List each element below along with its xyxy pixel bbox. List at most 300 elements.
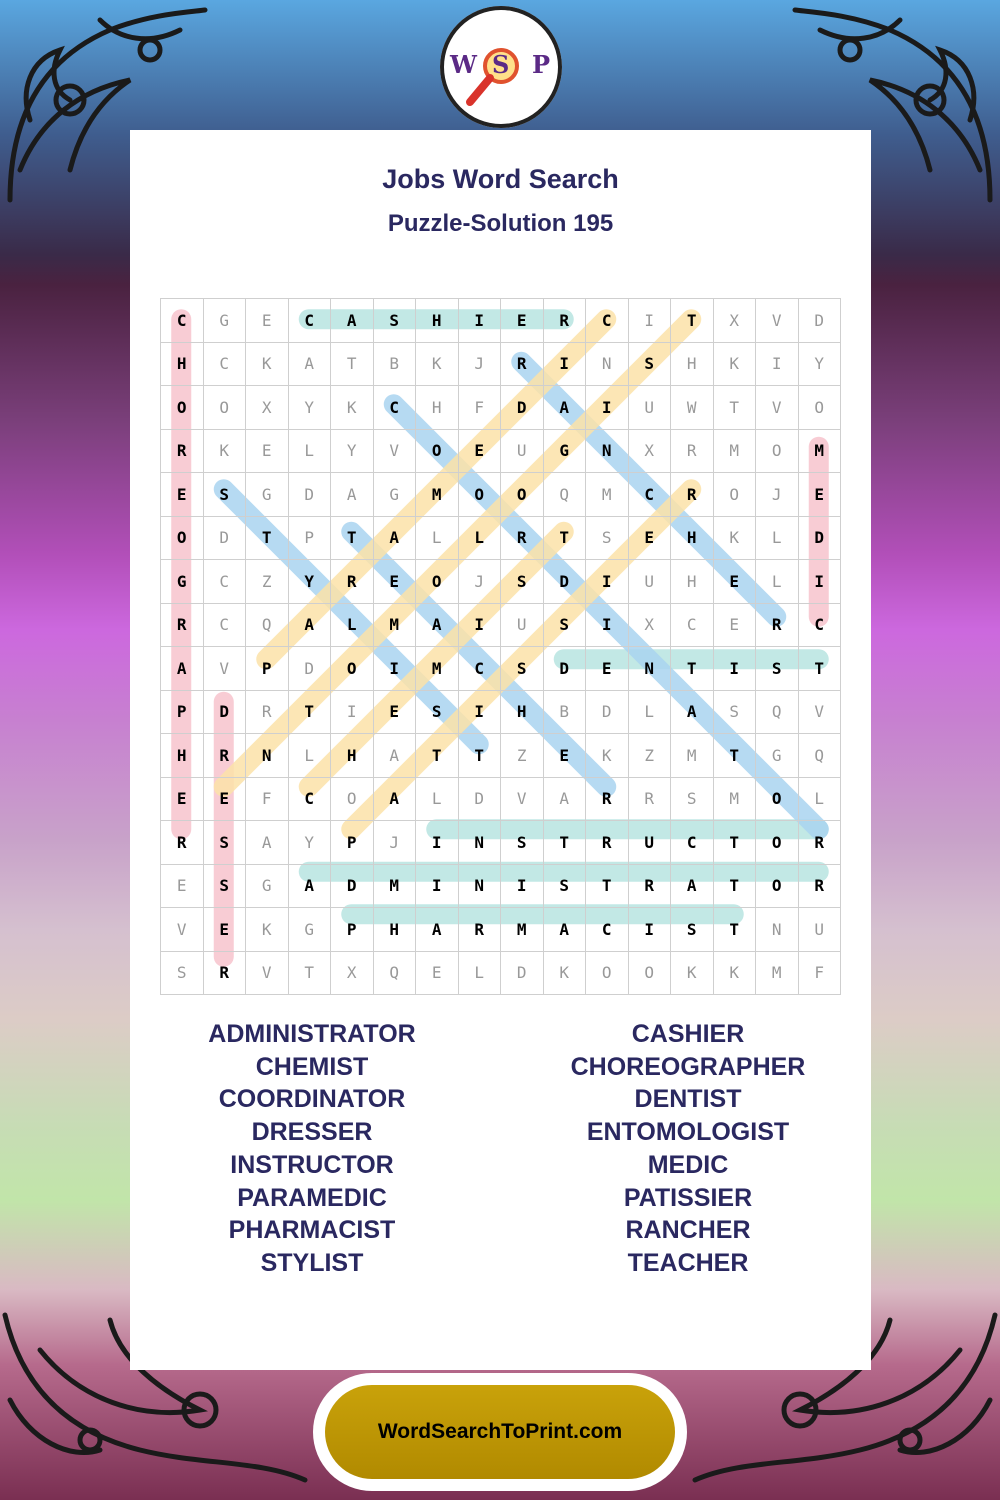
grid-cell[interactable]: T: [331, 516, 374, 560]
grid-cell[interactable]: R: [628, 777, 671, 821]
grid-cell[interactable]: K: [671, 951, 714, 995]
grid-cell[interactable]: G: [373, 473, 416, 517]
grid-cell[interactable]: P: [331, 821, 374, 865]
grid-cell[interactable]: E: [161, 777, 204, 821]
word-list-item: INSTRUCTOR: [230, 1150, 394, 1179]
site-link[interactable]: WordSearchToPrint.com: [325, 1385, 675, 1479]
grid-cell[interactable]: I: [756, 342, 799, 386]
grid-cell[interactable]: H: [416, 299, 459, 343]
grid-cell[interactable]: Z: [501, 734, 544, 778]
grid-row: [161, 690, 841, 734]
grid-cell[interactable]: E: [203, 777, 246, 821]
grid-cell[interactable]: Q: [756, 690, 799, 734]
grid-cell[interactable]: K: [586, 734, 629, 778]
grid-cell[interactable]: I: [586, 386, 629, 430]
grid-cell[interactable]: K: [203, 429, 246, 473]
grid-cell[interactable]: O: [756, 777, 799, 821]
grid-cell[interactable]: R: [501, 342, 544, 386]
grid-cell[interactable]: J: [458, 342, 501, 386]
grid-cell[interactable]: D: [288, 473, 331, 517]
grid-cell[interactable]: Q: [798, 734, 841, 778]
grid-cell[interactable]: R: [331, 560, 374, 604]
grid-cell[interactable]: C: [586, 299, 629, 343]
grid-cell[interactable]: L: [756, 516, 799, 560]
grid-cell[interactable]: Z: [628, 734, 671, 778]
grid-row: [161, 342, 841, 386]
grid-row: [161, 560, 841, 604]
word-list-item: DENTIST: [634, 1085, 742, 1114]
grid-cell[interactable]: D: [288, 647, 331, 691]
grid-cell[interactable]: L: [458, 951, 501, 995]
grid-cell[interactable]: O: [203, 386, 246, 430]
grid-cell[interactable]: O: [331, 777, 374, 821]
grid-cell[interactable]: C: [288, 777, 331, 821]
grid-cell[interactable]: G: [756, 734, 799, 778]
grid-cell[interactable]: G: [246, 473, 289, 517]
grid-cell[interactable]: Y: [288, 560, 331, 604]
grid-cell[interactable]: C: [628, 473, 671, 517]
grid-cell[interactable]: K: [246, 342, 289, 386]
grid-cell[interactable]: D: [798, 516, 841, 560]
grid-cell[interactable]: Y: [288, 386, 331, 430]
grid-cell[interactable]: V: [373, 429, 416, 473]
grid-cell[interactable]: E: [586, 647, 629, 691]
grid-cell[interactable]: C: [586, 908, 629, 952]
grid-cell[interactable]: L: [628, 690, 671, 734]
grid-cell[interactable]: C: [203, 603, 246, 647]
grid-cell[interactable]: S: [713, 690, 756, 734]
grid-cell[interactable]: I: [416, 864, 459, 908]
wsp-logo: [440, 6, 562, 128]
grid-cell[interactable]: R: [586, 777, 629, 821]
grid-cell[interactable]: M: [671, 734, 714, 778]
grid-cell[interactable]: I: [373, 647, 416, 691]
grid-cell[interactable]: I: [458, 299, 501, 343]
grid-cell[interactable]: D: [543, 560, 586, 604]
grid-cell[interactable]: U: [501, 603, 544, 647]
grid-row: [161, 951, 841, 995]
grid-cell[interactable]: T: [416, 734, 459, 778]
grid-row: [161, 734, 841, 778]
grid-cell[interactable]: M: [373, 603, 416, 647]
grid-cell[interactable]: E: [713, 603, 756, 647]
grid-cell[interactable]: G: [161, 560, 204, 604]
grid-cell[interactable]: H: [331, 734, 374, 778]
grid-row: [161, 299, 841, 343]
grid-cell[interactable]: D: [203, 690, 246, 734]
grid-cell[interactable]: M: [416, 473, 459, 517]
grid-cell[interactable]: M: [798, 429, 841, 473]
grid-cell[interactable]: L: [416, 516, 459, 560]
grid-cell[interactable]: M: [586, 473, 629, 517]
grid-cell[interactable]: P: [161, 690, 204, 734]
grid-cell[interactable]: I: [416, 821, 459, 865]
grid-cell[interactable]: A: [416, 908, 459, 952]
grid-cell[interactable]: C: [203, 560, 246, 604]
grid-row: [161, 777, 841, 821]
grid-row: [161, 864, 841, 908]
grid-cell[interactable]: B: [373, 342, 416, 386]
grid-cell[interactable]: I: [458, 690, 501, 734]
grid-cell[interactable]: R: [671, 473, 714, 517]
grid-cell[interactable]: I: [586, 560, 629, 604]
page-subtitle: Puzzle-Solution 195: [387, 210, 614, 237]
grid-cell[interactable]: T: [331, 342, 374, 386]
grid-cell[interactable]: O: [798, 386, 841, 430]
word-list-item: ADMINISTRATOR: [208, 1020, 416, 1048]
grid-cell[interactable]: A: [288, 864, 331, 908]
grid-cell[interactable]: E: [203, 908, 246, 952]
grid-cell[interactable]: G: [203, 299, 246, 343]
grid-cell[interactable]: T: [798, 647, 841, 691]
grid-cell[interactable]: H: [501, 690, 544, 734]
grid-cell[interactable]: F: [458, 386, 501, 430]
grid-cell[interactable]: C: [373, 386, 416, 430]
grid-cell[interactable]: C: [288, 299, 331, 343]
grid-cell[interactable]: E: [458, 429, 501, 473]
grid-cell[interactable]: I: [713, 647, 756, 691]
grid-row: [161, 429, 841, 473]
grid-cell[interactable]: M: [713, 429, 756, 473]
grid-cell[interactable]: K: [246, 908, 289, 952]
grid-cell[interactable]: A: [331, 473, 374, 517]
grid-cell[interactable]: X: [331, 951, 374, 995]
grid-cell[interactable]: S: [416, 690, 459, 734]
grid-cell[interactable]: N: [756, 908, 799, 952]
grid-cell[interactable]: I: [331, 690, 374, 734]
grid-cell[interactable]: Y: [798, 342, 841, 386]
grid-cell[interactable]: S: [203, 864, 246, 908]
grid-cell[interactable]: O: [586, 951, 629, 995]
grid-cell[interactable]: A: [671, 690, 714, 734]
grid-cell[interactable]: O: [756, 821, 799, 865]
grid-cell[interactable]: K: [713, 342, 756, 386]
grid-cell[interactable]: R: [798, 864, 841, 908]
grid-cell[interactable]: Y: [288, 821, 331, 865]
grid-cell[interactable]: E: [373, 690, 416, 734]
grid-cell[interactable]: F: [246, 777, 289, 821]
grid-cell[interactable]: H: [671, 516, 714, 560]
grid-cell[interactable]: S: [586, 516, 629, 560]
grid-cell[interactable]: X: [713, 299, 756, 343]
grid-cell[interactable]: O: [501, 473, 544, 517]
grid-cell[interactable]: S: [373, 299, 416, 343]
grid-cell[interactable]: S: [203, 473, 246, 517]
grid-cell[interactable]: L: [458, 516, 501, 560]
grid-cell[interactable]: R: [543, 299, 586, 343]
grid-cell[interactable]: A: [288, 603, 331, 647]
grid-cell[interactable]: A: [161, 647, 204, 691]
grid-cell[interactable]: E: [713, 560, 756, 604]
grid-cell[interactable]: X: [628, 603, 671, 647]
grid-cell[interactable]: E: [628, 516, 671, 560]
grid-cell[interactable]: X: [246, 386, 289, 430]
grid-cell[interactable]: O: [628, 951, 671, 995]
grid-cell[interactable]: K: [713, 951, 756, 995]
grid-cell[interactable]: T: [288, 951, 331, 995]
grid-cell[interactable]: S: [501, 647, 544, 691]
grid-cell[interactable]: R: [628, 864, 671, 908]
grid-cell[interactable]: U: [798, 908, 841, 952]
grid-cell[interactable]: G: [246, 864, 289, 908]
grid-cell[interactable]: V: [501, 777, 544, 821]
grid-cell[interactable]: S: [203, 821, 246, 865]
grid-cell[interactable]: S: [161, 951, 204, 995]
grid-cell[interactable]: F: [798, 951, 841, 995]
grid-cell[interactable]: E: [416, 951, 459, 995]
grid-cell[interactable]: D: [331, 864, 374, 908]
grid-cell[interactable]: H: [373, 908, 416, 952]
grid-cell[interactable]: C: [203, 342, 246, 386]
grid-cell[interactable]: A: [543, 386, 586, 430]
grid-cell[interactable]: A: [671, 864, 714, 908]
word-list-item: MEDIC: [647, 1150, 729, 1179]
grid-cell[interactable]: H: [416, 386, 459, 430]
grid-cell[interactable]: V: [756, 386, 799, 430]
grid-cell[interactable]: R: [161, 821, 204, 865]
grid-cell[interactable]: C: [161, 299, 204, 343]
grid-cell[interactable]: T: [246, 516, 289, 560]
grid-cell[interactable]: A: [373, 777, 416, 821]
grid-cell[interactable]: S: [501, 821, 544, 865]
grid-cell[interactable]: V: [203, 647, 246, 691]
grid-cell[interactable]: T: [543, 516, 586, 560]
grid-cell[interactable]: L: [756, 560, 799, 604]
grid-cell[interactable]: E: [246, 299, 289, 343]
grid-cell[interactable]: R: [756, 603, 799, 647]
grid-cell[interactable]: N: [586, 429, 629, 473]
grid-cell[interactable]: O: [416, 560, 459, 604]
grid-cell[interactable]: R: [203, 734, 246, 778]
logo-letter-w: W: [450, 50, 477, 79]
grid-cell[interactable]: Q: [246, 603, 289, 647]
grid-cell[interactable]: R: [798, 821, 841, 865]
grid-cell[interactable]: N: [628, 647, 671, 691]
grid-cell[interactable]: T: [713, 386, 756, 430]
footer-badge: [313, 1373, 687, 1491]
grid-cell[interactable]: O: [756, 864, 799, 908]
grid-cell[interactable]: G: [543, 429, 586, 473]
grid-cell[interactable]: H: [671, 560, 714, 604]
grid-cell[interactable]: O: [331, 647, 374, 691]
grid-cell[interactable]: T: [288, 690, 331, 734]
grid-cell[interactable]: I: [458, 603, 501, 647]
grid-cell[interactable]: D: [501, 386, 544, 430]
grid-cell[interactable]: S: [543, 864, 586, 908]
grid-cell[interactable]: M: [501, 908, 544, 952]
grid-cell[interactable]: G: [288, 908, 331, 952]
grid-cell[interactable]: R: [501, 516, 544, 560]
word-list-item: RANCHER: [625, 1216, 751, 1245]
grid-cell[interactable]: E: [161, 864, 204, 908]
grid-cell[interactable]: R: [246, 690, 289, 734]
grid-cell[interactable]: O: [756, 429, 799, 473]
grid-cell[interactable]: E: [161, 473, 204, 517]
word-list-item: PATISSIER: [623, 1183, 753, 1212]
page-title: Jobs Word Search: [382, 164, 619, 194]
grid-cell[interactable]: I: [628, 299, 671, 343]
grid-cell[interactable]: J: [458, 560, 501, 604]
grid-cell[interactable]: D: [501, 951, 544, 995]
grid-cell[interactable]: S: [628, 342, 671, 386]
grid-cell[interactable]: C: [671, 603, 714, 647]
grid-cell[interactable]: K: [331, 386, 374, 430]
grid-cell[interactable]: N: [458, 864, 501, 908]
grid-cell[interactable]: L: [288, 429, 331, 473]
grid-cell[interactable]: M: [713, 777, 756, 821]
grid-cell[interactable]: P: [246, 647, 289, 691]
grid-row: [161, 908, 841, 952]
grid-cell[interactable]: T: [713, 908, 756, 952]
word-list-right: [488, 1018, 888, 1280]
grid-cell[interactable]: P: [331, 908, 374, 952]
grid-cell[interactable]: I: [628, 908, 671, 952]
grid-cell[interactable]: S: [671, 908, 714, 952]
grid-cell[interactable]: N: [586, 342, 629, 386]
word-list-item: CHEMIST: [255, 1052, 369, 1081]
grid-cell[interactable]: S: [543, 603, 586, 647]
grid-cell[interactable]: X: [628, 429, 671, 473]
grid-cell[interactable]: L: [288, 734, 331, 778]
grid-cell[interactable]: S: [756, 647, 799, 691]
grid-cell[interactable]: C: [798, 603, 841, 647]
word-list-item: CASHIER: [631, 1020, 745, 1048]
grid-cell[interactable]: E: [543, 734, 586, 778]
grid-row: [161, 821, 841, 865]
word-list-item: COORDINATOR: [218, 1085, 406, 1114]
word-list-item: STYLIST: [260, 1248, 364, 1277]
word-list-item: CHOREOGRAPHER: [570, 1052, 806, 1081]
grid-cell[interactable]: V: [161, 908, 204, 952]
grid-cell[interactable]: S: [671, 777, 714, 821]
grid-cell[interactable]: O: [416, 429, 459, 473]
grid-cell[interactable]: Y: [331, 429, 374, 473]
grid-cell[interactable]: T: [671, 647, 714, 691]
word-list-item: TEACHER: [627, 1248, 749, 1277]
grid-cell[interactable]: C: [671, 821, 714, 865]
grid-cell[interactable]: I: [586, 603, 629, 647]
letter-grid: [160, 298, 841, 995]
grid-cell[interactable]: H: [161, 342, 204, 386]
grid-row: [161, 516, 841, 560]
grid-cell[interactable]: S: [501, 560, 544, 604]
grid-cell[interactable]: R: [161, 429, 204, 473]
grid-cell[interactable]: N: [458, 821, 501, 865]
grid-row: [161, 603, 841, 647]
grid-cell[interactable]: O: [161, 386, 204, 430]
grid-row: [161, 647, 841, 691]
grid-cell[interactable]: A: [288, 342, 331, 386]
grid-cell[interactable]: U: [501, 429, 544, 473]
grid-cell[interactable]: K: [416, 342, 459, 386]
grid-cell[interactable]: J: [373, 821, 416, 865]
grid-cell[interactable]: T: [713, 821, 756, 865]
grid-cell[interactable]: B: [543, 690, 586, 734]
grid-cell[interactable]: O: [161, 516, 204, 560]
grid-cell[interactable]: E: [246, 429, 289, 473]
grid-cell[interactable]: D: [586, 690, 629, 734]
grid-cell[interactable]: D: [458, 777, 501, 821]
grid-cell[interactable]: D: [543, 647, 586, 691]
grid-cell[interactable]: U: [628, 821, 671, 865]
grid-cell[interactable]: L: [798, 777, 841, 821]
grid-cell[interactable]: T: [713, 864, 756, 908]
grid-cell[interactable]: A: [543, 777, 586, 821]
grid-cell[interactable]: I: [501, 864, 544, 908]
grid-cell[interactable]: Q: [543, 473, 586, 517]
grid-cell[interactable]: R: [203, 951, 246, 995]
grid-cell[interactable]: P: [288, 516, 331, 560]
grid-cell[interactable]: L: [331, 603, 374, 647]
logo-letter-s: S: [492, 50, 510, 79]
grid-cell[interactable]: V: [798, 690, 841, 734]
word-list-item: PARAMEDIC: [237, 1183, 387, 1212]
grid-cell[interactable]: T: [543, 821, 586, 865]
grid-cell[interactable]: T: [713, 734, 756, 778]
grid-cell[interactable]: A: [373, 516, 416, 560]
grid-cell[interactable]: M: [373, 864, 416, 908]
grid-cell[interactable]: U: [628, 386, 671, 430]
grid-cell[interactable]: L: [416, 777, 459, 821]
grid-cell[interactable]: R: [458, 908, 501, 952]
grid-cell[interactable]: N: [246, 734, 289, 778]
grid-cell[interactable]: E: [501, 299, 544, 343]
grid-cell[interactable]: A: [246, 821, 289, 865]
grid-cell[interactable]: Z: [246, 560, 289, 604]
grid-cell[interactable]: J: [756, 473, 799, 517]
grid-cell[interactable]: O: [458, 473, 501, 517]
grid-cell[interactable]: D: [798, 299, 841, 343]
grid-row: [161, 473, 841, 517]
word-search-grid: [160, 298, 840, 983]
grid-cell[interactable]: U: [628, 560, 671, 604]
grid-row: [161, 386, 841, 430]
grid-cell[interactable]: I: [543, 342, 586, 386]
logo-letter-p: P: [532, 50, 551, 79]
grid-cell[interactable]: T: [671, 299, 714, 343]
grid-cell[interactable]: E: [373, 560, 416, 604]
grid-cell[interactable]: W: [671, 386, 714, 430]
grid-cell[interactable]: A: [331, 299, 374, 343]
grid-cell[interactable]: V: [756, 299, 799, 343]
grid-cell[interactable]: O: [713, 473, 756, 517]
grid-cell[interactable]: T: [586, 864, 629, 908]
grid-cell[interactable]: T: [458, 734, 501, 778]
grid-cell[interactable]: A: [416, 603, 459, 647]
grid-cell[interactable]: K: [713, 516, 756, 560]
grid-cell[interactable]: D: [203, 516, 246, 560]
grid-cell[interactable]: I: [798, 560, 841, 604]
grid-cell[interactable]: C: [458, 647, 501, 691]
grid-cell[interactable]: V: [246, 951, 289, 995]
grid-cell[interactable]: R: [671, 429, 714, 473]
grid-cell[interactable]: A: [373, 734, 416, 778]
grid-cell[interactable]: M: [756, 951, 799, 995]
word-list-item: PHARMACIST: [228, 1216, 396, 1245]
grid-cell[interactable]: R: [161, 603, 204, 647]
grid-cell[interactable]: M: [416, 647, 459, 691]
grid-cell[interactable]: H: [161, 734, 204, 778]
grid-cell[interactable]: R: [586, 821, 629, 865]
word-list-item: ENTOMOLOGIST: [586, 1118, 790, 1147]
grid-cell[interactable]: H: [671, 342, 714, 386]
grid-cell[interactable]: A: [543, 908, 586, 952]
word-list-left: [112, 1018, 512, 1280]
grid-cell[interactable]: K: [543, 951, 586, 995]
grid-cell[interactable]: Q: [373, 951, 416, 995]
word-list-item: DRESSER: [251, 1118, 373, 1147]
grid-cell[interactable]: E: [798, 473, 841, 517]
